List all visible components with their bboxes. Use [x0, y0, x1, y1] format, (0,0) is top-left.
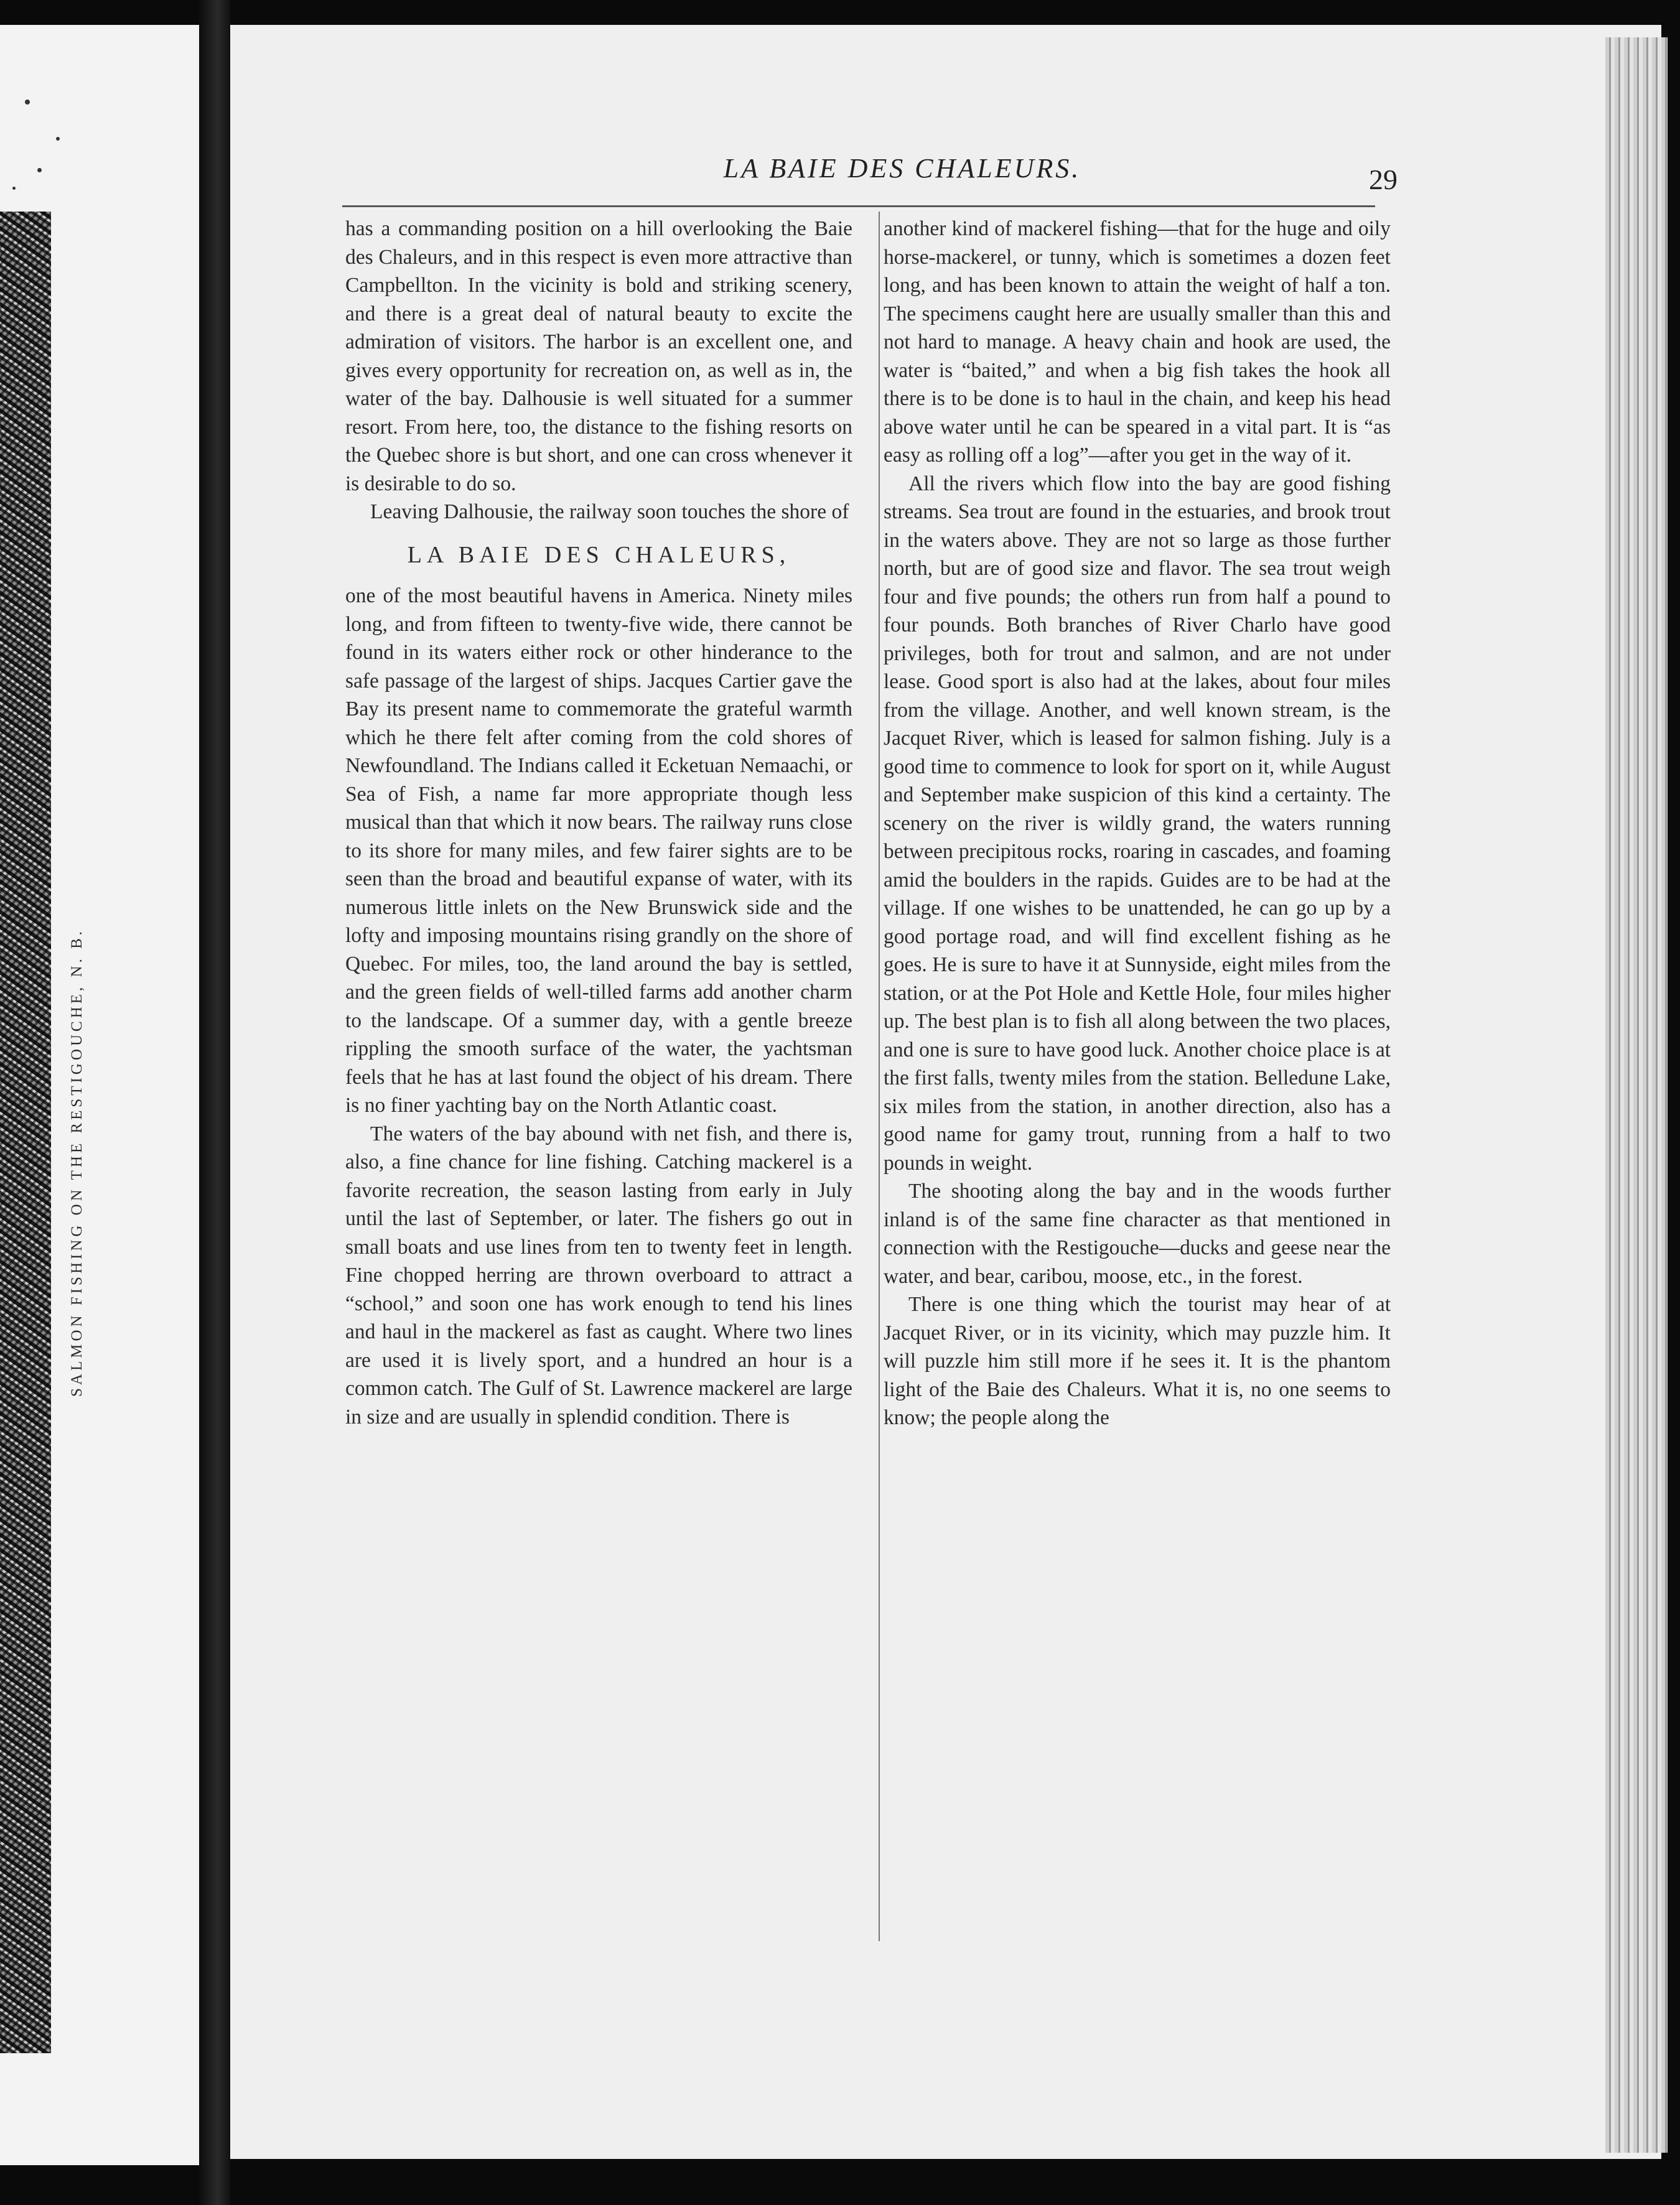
paragraph: The waters of the bay abound with net fish, and there is, also, a fine chance for line fishing. Catching mackerel is a favorite recreation, the season lasting from early in July until the last of September, or later. The fishers go out in small boats and use lines from ten to twenty feet in length. Fine chopped herring are thrown overboard to attract a “school,” and soon one has work enough to tend his lines and haul in the mackerel as fast as caught. Where two lines are used it is lively sport, and a hundred an hour is a common catch. The Gulf of St. Lawrence mackerel are large in size and are usually in splendid condition. There is: [345, 1122, 852, 1429]
paragraph: All the rivers which flow into the bay are good fishing streams. Sea trout are found in the estuaries, and brook trout in the waters above. They are not so large as those further north, but are of good size and flavor. The sea trout weigh four and five pounds; the others run from half a pound to four pounds. Both branches of River Charlo have good privileges, both for trout and salmon, and are not under lease. Good sport is also had at the lakes, about four miles from the village. Another, and well known stream, is the Jacquet River, which is leased for salmon fishing. July is a good time to commence to look for sport on it, while August and September make suspicion of this kind a certainty. The scenery on the river is wildly grand, the waters running between precipitous rocks, roaring in cascades, and foaming amid the boulders in the rapids. Guides are to be had at the village. If one wishes to be unattended, he can go up by a good portage road, and will find excellent fishing as he goes. He is sure to have it at Sunnyside, eight miles from the station, or at the Pot Hole and Kettle Hole, four miles higher up. The best plan is to fish all along between the two places, and one is sure to have good luck. Another choice place is at the first falls, twenty miles from the station. Belledune Lake, six miles from the station, in another direction, also has a good name for gamy trout, running from a half to two pounds in weight.: [884, 472, 1391, 1175]
page-edges: [1605, 37, 1668, 2153]
page-number: 29: [1369, 164, 1398, 195]
right-column: [884, 215, 1391, 1432]
header-rule: [342, 205, 1375, 207]
section-heading: LA BAIE DES CHALEURS,: [407, 541, 791, 568]
plate-caption: SALMON FISHING ON THE RESTIGOUCHE, N. B.: [68, 928, 85, 1397]
engraving-plate: [0, 212, 51, 2053]
plate-speckles: [0, 25, 199, 212]
column-divider: [879, 212, 880, 1941]
running-head: LA BAIE DES CHALEURS.: [723, 153, 1081, 184]
paragraph: The shooting along the bay and in the woods further inland is of the same fine character as that mentioned in connection with the Restigouche—ducks and geese near the water, and bear, caribou, moose, etc., in the forest.: [884, 1180, 1391, 1288]
facing-page: [0, 25, 199, 2165]
book-gutter: [199, 0, 230, 2205]
left-column: [345, 215, 852, 1431]
paragraph: has a commanding position on a hill overlooking the Baie des Chaleurs, and in this respect is even more attractive than Campbellton. In the vicinity is bold and striking scenery, and there is a great deal of natural beauty to excite the admiration of visitors. The harbor is an excellent one, and gives every opportunity for recreation on, as well as in, the water of the bay. Dalhousie is well situated for a summer resort. From here, too, the distance to the fishing resorts on the Quebec shore is but short, and one can cross whenever it is desirable to do so.: [345, 217, 852, 495]
paragraph: one of the most beautiful havens in America. Ninety miles long, and from fifteen to twenty-five wide, there cannot be found in its waters either rock or other hinderance to the safe passage of the largest of ships. Jacques Cartier gave the Bay its present name to commemorate the grateful warmth which he there felt after coming from the cold shores of Newfoundland. The Indians called it Ecketuan Nemaachi, or Sea of Fish, a name far more appropriate though less musical than that which it now bears. The railway runs close to its shore for many miles, and few fairer sights are to be seen than the broad and beautiful expanse of water, with its numerous little inlets on the New Brunswick side and the lofty and imposing mountains rising grandly on the shore of Quebec. For miles, too, the land around the bay is settled, and the green fields of well-tilled farms add another charm to the landscape. Of a summer day, with a gentle breeze rippling the smooth surface of the water, the yachtsman feels that he has at last found the object of his dream. There is no finer yachting bay on the North Atlantic coast.: [345, 584, 852, 1117]
paragraph: There is one thing which the tourist may hear of at Jacquet River, or in its vicinity, which may puzzle him. It will puzzle him still more if he sees it. It is the phantom light of the Baie des Chaleurs. What it is, no one seems to know; the people along the: [884, 1293, 1391, 1429]
paragraph: another kind of mackerel fishing—that for the huge and oily horse-mackerel, or tunny, which is sometimes a dozen feet long, and has been known to attain the weight of half a ton. The specimens caught here are usually smaller than this and not hard to manage. A heavy chain and hook are used, the water is “baited,” and when a big fish takes the hook all there is to be done is to haul in the chain, and keep his head above water until he can be speared in a vital part. It is “as easy as rolling off a log”—after you get in the way of it.: [884, 217, 1391, 467]
paragraph: Leaving Dalhousie, the railway soon touches the shore of: [370, 500, 849, 523]
